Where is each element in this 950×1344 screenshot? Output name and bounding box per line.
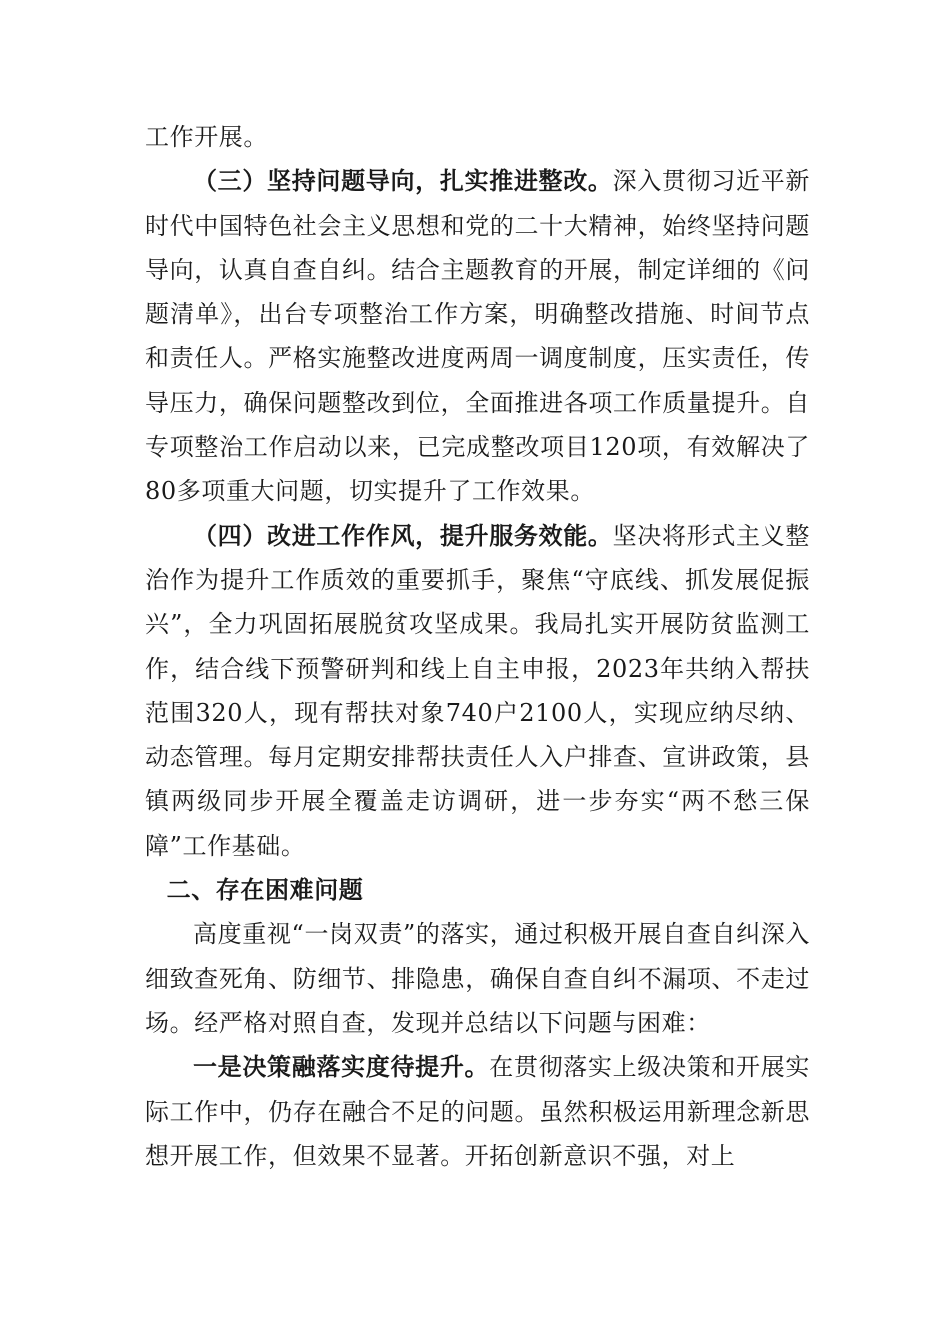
paragraph-problem-1 — [145, 1045, 810, 1178]
paragraph-continuation — [145, 115, 810, 159]
problem-1-lead: 一是决策融落实度待提升。 — [193, 1053, 490, 1082]
document-body — [145, 115, 810, 1178]
self-check-text: 高度重视“一岗双责”的落实，通过积极开展自查自纠深入细致查死角、防细节、排隐患，确保自查自纠不漏项、不走过场。经严格对照自查，发现并总结以下问题与困难： — [145, 920, 810, 1037]
paragraph-self-check — [145, 912, 810, 1045]
section-3-lead: （三）坚持问题导向，扎实推进整改。 — [193, 167, 613, 196]
paragraph-section-4 — [145, 514, 810, 868]
problem-1-body: 在贯彻落实上级决策和开展实际工作中，仍存在融合不足的问题。虽然积极运用新理念新思想开展工作，但效果不显著。开拓创新意识不强，对上 — [145, 1053, 810, 1170]
section-4-lead: （四）改进工作作风，提升服务效能。 — [193, 521, 613, 550]
paragraph-section-3 — [145, 159, 810, 513]
paragraph-text: 工作开展。 — [145, 123, 268, 151]
heading-difficulties: 二、存在困难问题 — [166, 876, 364, 905]
section-4-body: 坚决将形式主义整治作为提升工作质效的重要抓手，聚焦“守底线、抓发展促振兴”，全力巩固拓展脱贫攻坚成果。我局扎实开展防贫监测工作，结合线下预警研判和线上自主申报，2023年共纳入帮扶范围320人，现有帮扶对象740户2100人，实现应纳尽纳、动态管理。每月定期安排帮扶责任人入户排查、宣讲政策，县镇两级同步开展全覆盖走访调研，进一步夯实“两不愁三保障”工作基础。 — [145, 521, 810, 860]
section-3-body: 深入贯彻习近平新时代中国特色社会主义思想和党的二十大精神，始终坚持问题导向，认真自查自纠。结合主题教育的开展，制定详细的《问题清单》，出台专项整治工作方案，明确整改措施、时间节点和责任人。严格实施整改进度两周一调度制度，压实责任，传导压力，确保问题整改到位，全面推进各项工作质量提升。自专项整治工作启动以来，已完成整改项目120项，有效解决了80多项重大问题，切实提升了工作效果。 — [145, 167, 810, 506]
